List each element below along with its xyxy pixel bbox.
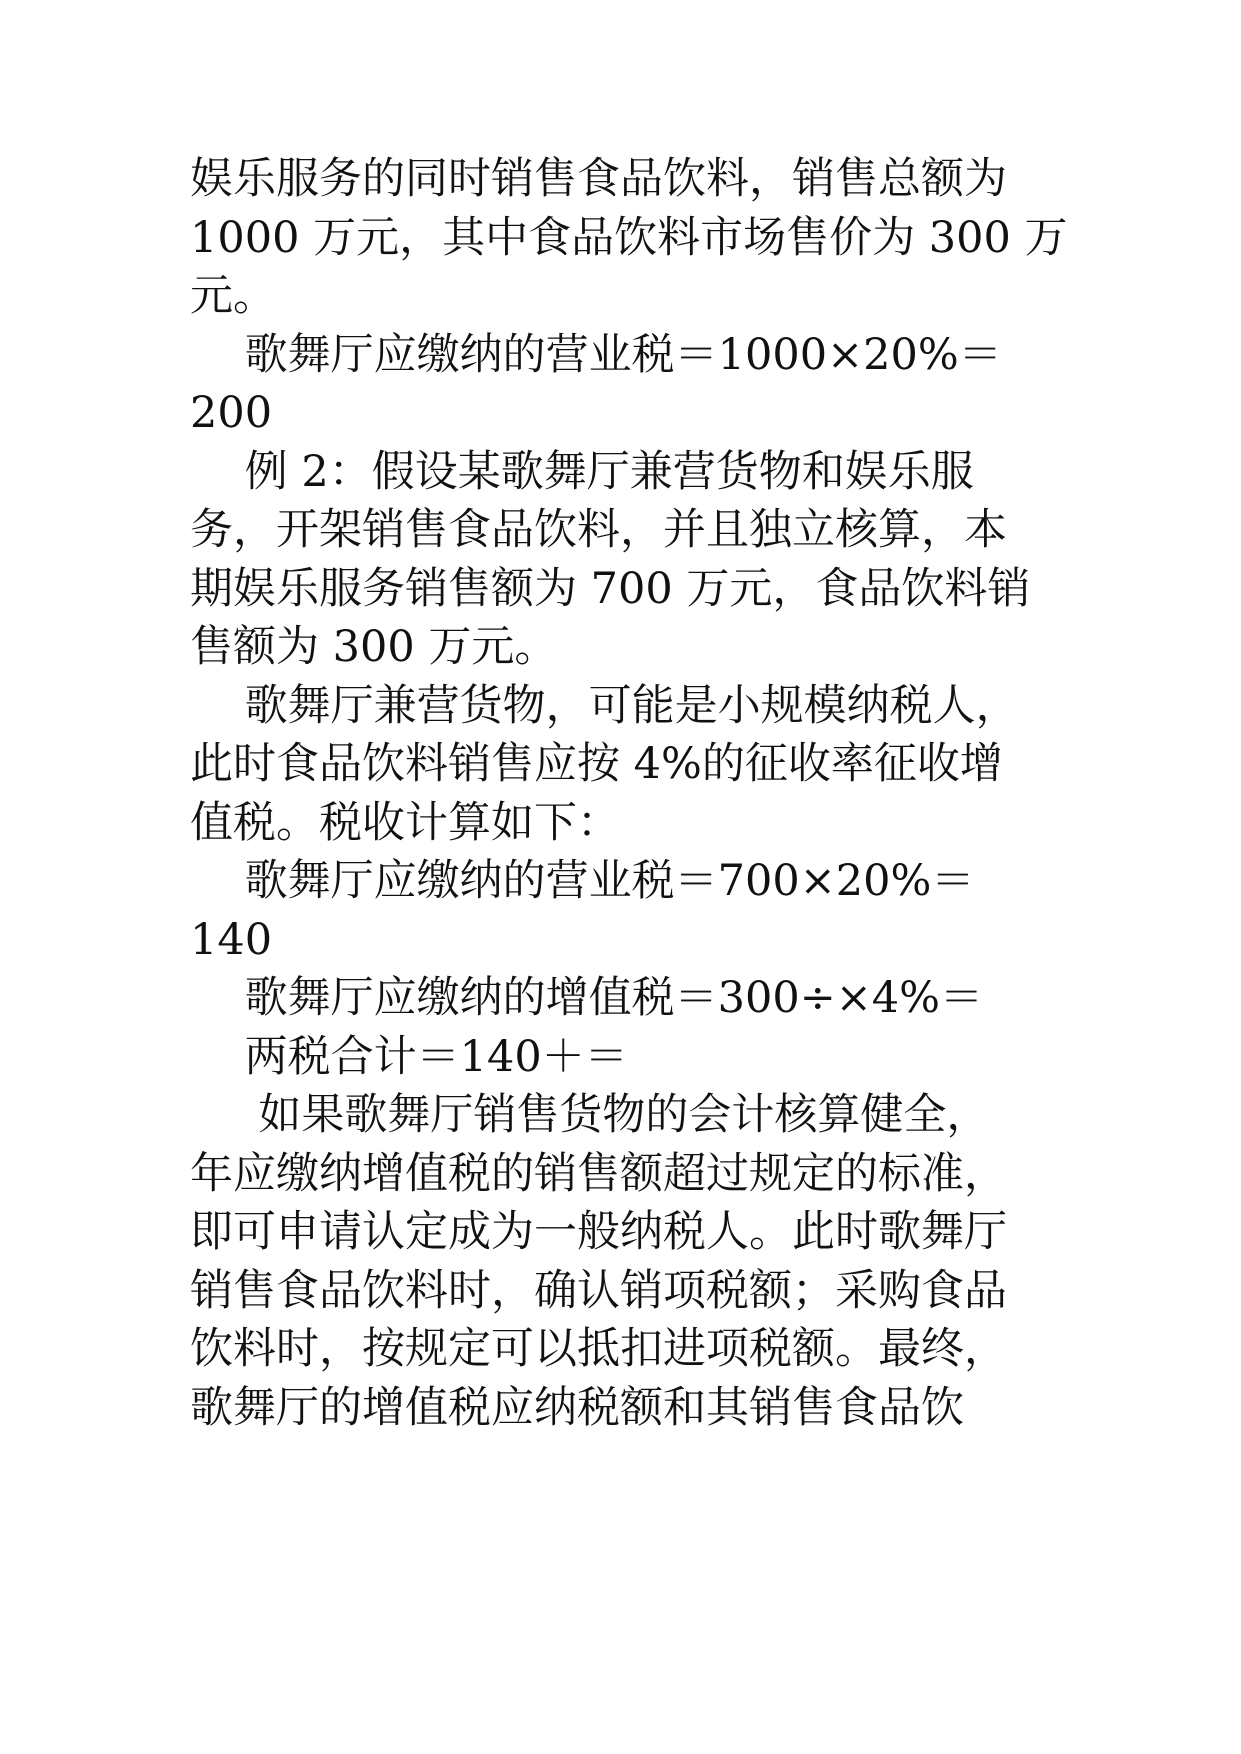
- text-line: 200: [190, 388, 273, 438]
- text-line: 娱乐服务的同时销售食品饮料，销售总额为: [190, 154, 1007, 204]
- text-line: 此时食品饮料销售应按 4%的征收率征收增: [190, 739, 1003, 789]
- text-line: 如果歌舞厅销售货物的会计核算健全，: [190, 1090, 990, 1140]
- text-line: 饮料时，按规定可以抵扣进项税额。最终，: [190, 1324, 1007, 1374]
- text-line: 歌舞厅应缴纳的增值税＝300÷×4%＝: [190, 973, 984, 1023]
- text-line: 歌舞厅兼营货物，可能是小规模纳税人，: [190, 680, 1019, 731]
- text-line: 值税。税收计算如下：: [190, 797, 620, 848]
- text-line: 歌舞厅应缴纳的营业税＝700×20%＝: [190, 856, 975, 906]
- text-line: 销售食品饮料时，确认销项税额；采购食品: [190, 1265, 1007, 1316]
- text-line: 两税合计＝140＋＝: [190, 1031, 628, 1082]
- text-line: 元。: [190, 271, 276, 321]
- text-line: 140: [190, 914, 273, 965]
- text-line: 期娱乐服务销售额为 700 万元，食品饮料销: [190, 563, 1031, 614]
- body-text: [190, 150, 1070, 1437]
- text-line: 歌舞厅的增值税应纳税额和其销售食品饮: [190, 1382, 964, 1433]
- text-line: 歌舞厅应缴纳的营业税＝1000×20%＝: [190, 329, 1002, 380]
- text-line: 1000 万元，其中食品饮料市场售价为 300 万: [190, 212, 1068, 263]
- text-line: 年应缴纳增值税的销售额超过规定的标准，: [190, 1148, 1007, 1199]
- text-line: 务，开架销售食品饮料，并且独立核算，本: [190, 505, 1007, 555]
- text-line: 即可申请认定成为一般纳税人。此时歌舞厅: [190, 1207, 1007, 1257]
- text-line: 售额为 300 万元。: [190, 622, 558, 672]
- text-line: 例 2：假设某歌舞厅兼营货物和娱乐服: [190, 446, 974, 497]
